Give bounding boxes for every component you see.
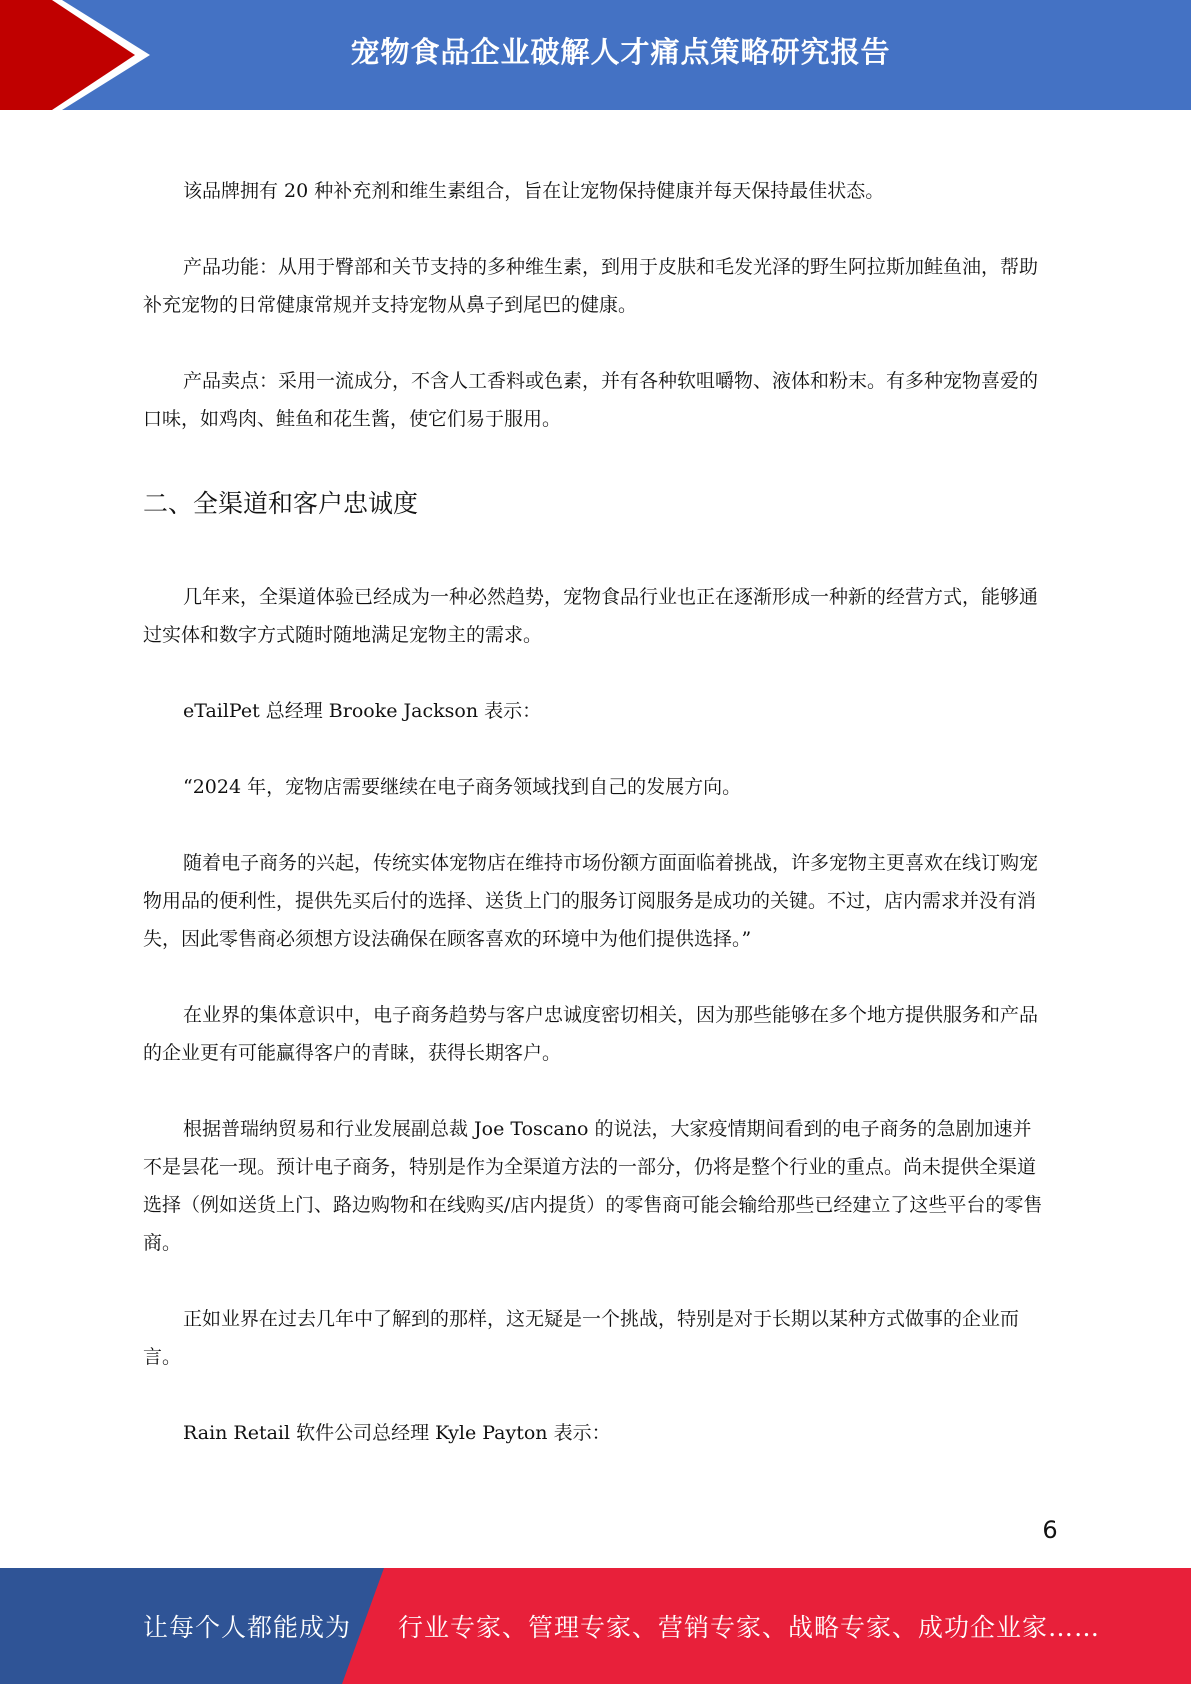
- header-chevron-icon: [0, 0, 160, 110]
- report-header: [0, 0, 1191, 110]
- paragraph-purina-view: 根据普瑞纳贸易和行业发展副总裁 Joe Toscano 的说法，大家疫情期间看到的电子商务的急剧加速并不是昙花一现。预计电子商务，特别是作为全渠道方法的一部分，仍将是整个行业的重点。尚未提供全渠道选择（例如送货上门、路边购物和在线购买/店内提货）的零售商可能会输给那些已经建立了这些平台的零售商。: [143, 1118, 1043, 1254]
- paragraph-rain-retail-intro: Rain Retail 软件公司总经理 Kyle Payton 表示：: [183, 1422, 611, 1444]
- paragraph-product-features: 产品功能：从用于臀部和关节支持的多种维生素，到用于皮肤和毛发光泽的野生阿拉斯加鲑鱼油，帮助补充宠物的日常健康常规并支持宠物从鼻子到尾巴的健康。: [143, 256, 1039, 316]
- paragraph-brand-intro: 该品牌拥有 20 种补充剂和维生素组合，旨在让宠物保持健康并每天保持最佳状态。: [183, 180, 885, 202]
- page-number: 6: [1042, 1516, 1058, 1544]
- paragraph-industry-challenge: 正如业界在过去几年中了解到的那样，这无疑是一个挑战，特别是对于长期以某种方式做事的企业而言。: [143, 1308, 1020, 1368]
- paragraph-quote-2024: “2024 年，宠物店需要继续在电子商务领域找到自己的发展方向。: [183, 776, 742, 798]
- section-heading: 二、全渠道和客户忠诚度: [143, 489, 419, 518]
- report-title: 宠物食品企业破解人才痛点策略研究报告: [350, 34, 891, 69]
- paragraph-omnichannel-trend: 几年来，全渠道体验已经成为一种必然趋势，宠物食品行业也正在逐渐形成一种新的经营方式，能够通过实体和数字方式随时随地满足宠物主的需求。: [143, 586, 1039, 646]
- paragraph-selling-points: 产品卖点：采用一流成分，不含人工香料或色素，并有各种软咀嚼物、液体和粉末。有多种宠物喜爱的口味，如鸡肉、鲑鱼和花生酱，使它们易于服用。: [143, 370, 1039, 430]
- footer-slogan-right: 行业专家、管理专家、营销专家、战略专家、成功企业家……: [398, 1613, 1101, 1642]
- paragraph-customer-loyalty: 在业界的集体意识中，电子商务趋势与客户忠诚度密切相关，因为那些能够在多个地方提供服务和产品的企业更有可能赢得客户的青睐，获得长期客户。: [143, 1004, 1039, 1064]
- report-footer: [0, 1568, 1191, 1684]
- paragraph-ecommerce-challenge: 随着电子商务的兴起，传统实体宠物店在维持市场份额方面面临着挑战，许多宠物主更喜欢在线订购宠物用品的便利性，提供先买后付的选择、送货上门的服务订阅服务是成功的关键。不过，店内需求并没有消失，因此零售商必须想方设法确保在顾客喜欢的环境中为他们提供选择。”: [143, 852, 1039, 950]
- paragraph-etailpet-quote-intro: eTailPet 总经理 Brooke Jackson 表示：: [183, 700, 542, 722]
- footer-slogan-left: 让每个人都能成为: [143, 1613, 352, 1642]
